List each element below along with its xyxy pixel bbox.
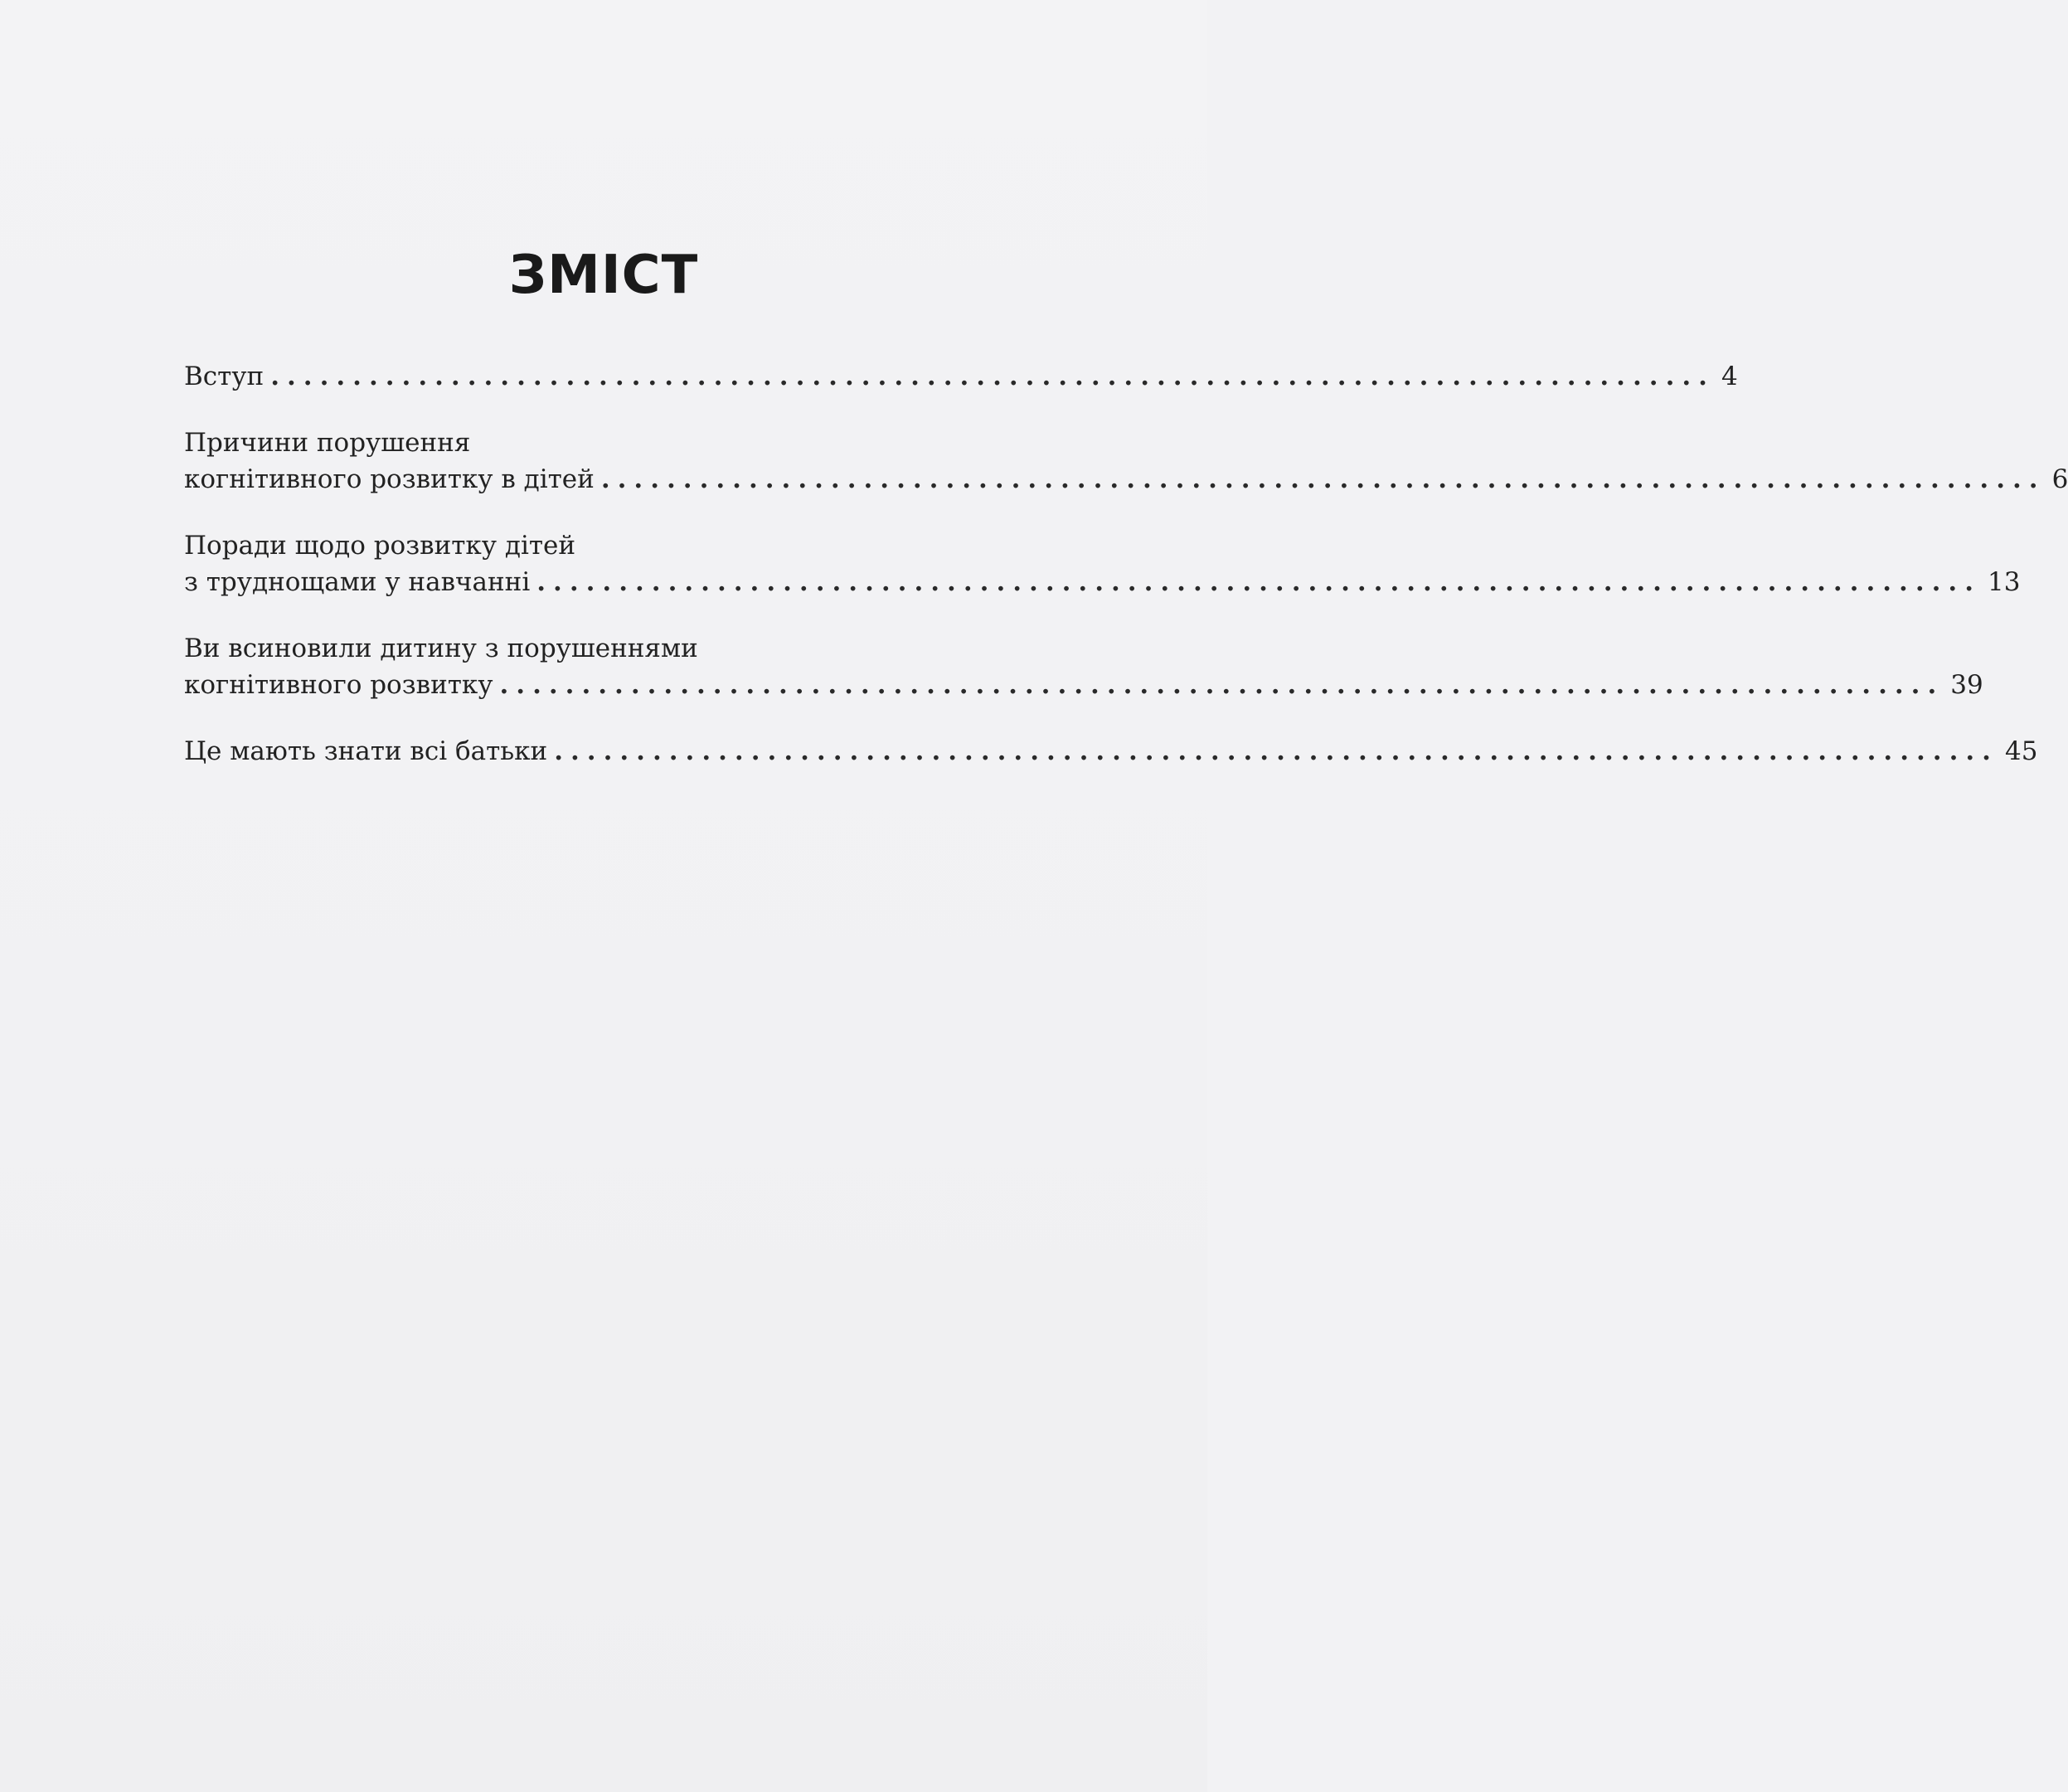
toc-entry-line <box>184 667 1983 703</box>
toc-page-number: 45 <box>2004 736 2038 766</box>
toc-entry-line <box>184 564 2021 600</box>
dot-leader: ........................................................................................ <box>554 736 1998 766</box>
toc-entry[interactable] <box>184 733 2038 770</box>
toc-entry-title-line: Ви всиновили дитину з порушеннями <box>184 634 698 663</box>
dot-leader: ........................................................................................ <box>600 464 2046 494</box>
toc-page-number: 6 <box>2051 464 2068 494</box>
toc-entry-title: когнітивного розвитку <box>184 670 493 700</box>
toc-entry[interactable] <box>184 425 2068 498</box>
toc-entry[interactable] <box>184 358 1738 395</box>
toc-entry-title: Вступ <box>184 362 265 391</box>
table-of-contents <box>184 358 2068 770</box>
toc-entry[interactable] <box>184 527 2021 600</box>
toc-page-number: 4 <box>1721 362 1738 391</box>
toc-entry-title: з труднощами у навчанні <box>184 567 531 597</box>
toc-entry-title-line: Причини порушення <box>184 428 471 458</box>
dot-leader: ........................................................................................ <box>270 362 1715 391</box>
toc-entry-line <box>184 461 2068 498</box>
page-title: ЗМІСТ <box>508 245 699 306</box>
toc-entry[interactable] <box>184 630 1983 703</box>
toc-entry-line <box>184 358 1738 395</box>
toc-page-number: 39 <box>1950 670 1983 700</box>
toc-page-number: 13 <box>1988 567 2021 597</box>
dot-leader: ........................................................................................ <box>536 567 1981 597</box>
toc-entry-title: Це мають знати всі батьки <box>184 736 548 766</box>
toc-entry-line <box>184 733 2038 770</box>
dot-leader: ........................................................................................ <box>499 670 1944 700</box>
toc-entry-title-line: Поради щодо розвитку дітей <box>184 531 576 561</box>
toc-entry-title: когнітивного розвитку в дітей <box>184 464 595 494</box>
